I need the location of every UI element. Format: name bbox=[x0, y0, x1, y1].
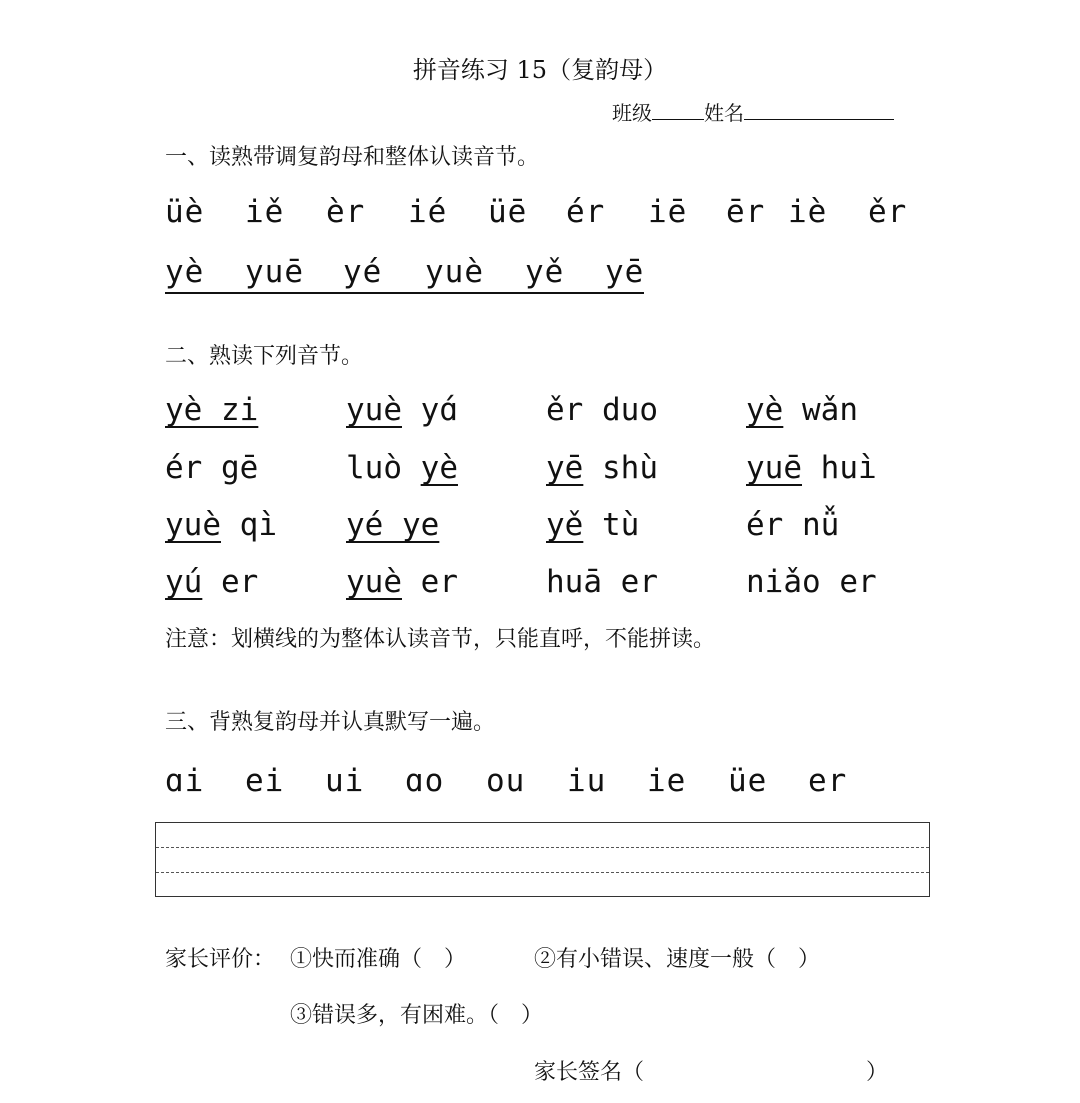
whole-syllable: yé bbox=[343, 254, 383, 290]
syllable: iè bbox=[788, 194, 828, 230]
section1-row1 bbox=[165, 194, 907, 230]
final: ui bbox=[325, 763, 365, 799]
page-title: 拼音练习 15（复韵母） bbox=[412, 56, 668, 84]
syllable: ér nǚ bbox=[746, 507, 840, 543]
evaluation-label: 家长评价： bbox=[165, 947, 276, 972]
word-cell bbox=[165, 507, 277, 543]
syllable: yɑ́ bbox=[402, 392, 458, 428]
final: ɑi bbox=[165, 763, 205, 799]
word-cell bbox=[746, 564, 877, 600]
final: üe bbox=[728, 763, 768, 799]
evaluation-option-1[interactable]: ①快而准确（ ） bbox=[290, 947, 467, 972]
syllable: ié bbox=[408, 194, 448, 230]
syllable: üē bbox=[488, 194, 528, 230]
underlined-syllable: yě bbox=[546, 507, 584, 543]
syllable: luò bbox=[346, 450, 421, 486]
final: ɑo bbox=[405, 763, 445, 799]
syllable: èr bbox=[326, 194, 366, 230]
syllable: wǎn bbox=[783, 392, 858, 428]
syllable: ěr bbox=[868, 194, 908, 230]
syllable: huì bbox=[802, 450, 877, 486]
signature-label: 家长签名（ bbox=[534, 1060, 645, 1085]
underlined-syllable: yuè bbox=[165, 507, 221, 543]
section3-heading: 三、背熟复韵母并认真默写一遍。 bbox=[165, 710, 496, 735]
syllable: niǎo er bbox=[746, 564, 877, 600]
whole-syllable: yuè bbox=[425, 254, 484, 290]
name-label: 姓名 bbox=[704, 101, 744, 125]
syllable: iē bbox=[648, 194, 688, 230]
whole-syllable: yě bbox=[525, 254, 565, 290]
word-cell bbox=[346, 392, 458, 428]
underlined-syllable: yè zi bbox=[165, 392, 259, 428]
syllable: er bbox=[202, 564, 259, 600]
whole-syllable: yē bbox=[605, 254, 645, 290]
evaluation-option-3[interactable]: ③错误多，有困难。（ ） bbox=[290, 1003, 544, 1028]
syllable: shù bbox=[583, 450, 658, 486]
class-label: 班级 bbox=[612, 101, 652, 125]
word-cell bbox=[746, 450, 877, 486]
signature-close: ） bbox=[866, 1060, 889, 1085]
syllable: tù bbox=[583, 507, 640, 543]
word-cell bbox=[546, 392, 658, 428]
word-cell bbox=[746, 507, 839, 543]
word-cell bbox=[546, 450, 658, 486]
word-cell bbox=[346, 507, 439, 543]
final: ie bbox=[647, 763, 687, 799]
syllable: iě bbox=[245, 194, 285, 230]
final: ei bbox=[245, 763, 285, 799]
syllable: er bbox=[402, 564, 458, 600]
word-cell bbox=[746, 392, 858, 428]
underlined-syllable: yú bbox=[165, 564, 203, 600]
underlined-syllable: yé ye bbox=[346, 507, 440, 543]
underlined-syllable: yuè bbox=[346, 564, 402, 600]
section1-heading: 一、读熟带调复韵母和整体认读音节。 bbox=[165, 145, 540, 170]
section2-heading: 二、熟读下列音节。 bbox=[165, 344, 364, 369]
finals-row bbox=[165, 763, 847, 799]
word-cell bbox=[165, 564, 258, 600]
syllable: huā er bbox=[546, 564, 658, 600]
syllable: ér gē bbox=[165, 450, 259, 486]
underlined-syllable: yè bbox=[420, 450, 458, 486]
word-cell bbox=[346, 564, 458, 600]
word-cell bbox=[546, 564, 658, 600]
syllable: qì bbox=[221, 507, 277, 543]
syllable: ēr bbox=[726, 194, 766, 230]
writing-box[interactable] bbox=[155, 822, 930, 897]
whole-syllable: yuē bbox=[245, 254, 304, 290]
class-name-line bbox=[612, 97, 894, 126]
underlined-syllable: yuè bbox=[346, 392, 402, 428]
name-blank bbox=[744, 101, 894, 120]
underlined-syllable: yuē bbox=[746, 450, 802, 486]
word-cell bbox=[346, 450, 458, 486]
syllable: üè bbox=[165, 194, 205, 230]
final: er bbox=[808, 763, 848, 799]
word-cell bbox=[165, 392, 258, 428]
whole-syllable: yè bbox=[165, 254, 205, 290]
final: ou bbox=[486, 763, 526, 799]
class-blank bbox=[652, 101, 704, 120]
guide-line bbox=[156, 872, 929, 873]
underlined-syllable: yē bbox=[546, 450, 584, 486]
syllable: ěr duo bbox=[546, 392, 658, 428]
guide-line bbox=[156, 847, 929, 848]
final: iu bbox=[567, 763, 607, 799]
section1-row2 bbox=[165, 254, 644, 294]
underlined-syllable: yè bbox=[746, 392, 784, 428]
word-cell bbox=[546, 507, 639, 543]
evaluation-option-2[interactable]: ②有小错误、速度一般（ ） bbox=[534, 947, 821, 972]
word-cell bbox=[165, 450, 258, 486]
note-text: 注意：划横线的为整体认读音节，只能直呼，不能拼读。 bbox=[165, 627, 716, 652]
syllable: ér bbox=[566, 194, 606, 230]
